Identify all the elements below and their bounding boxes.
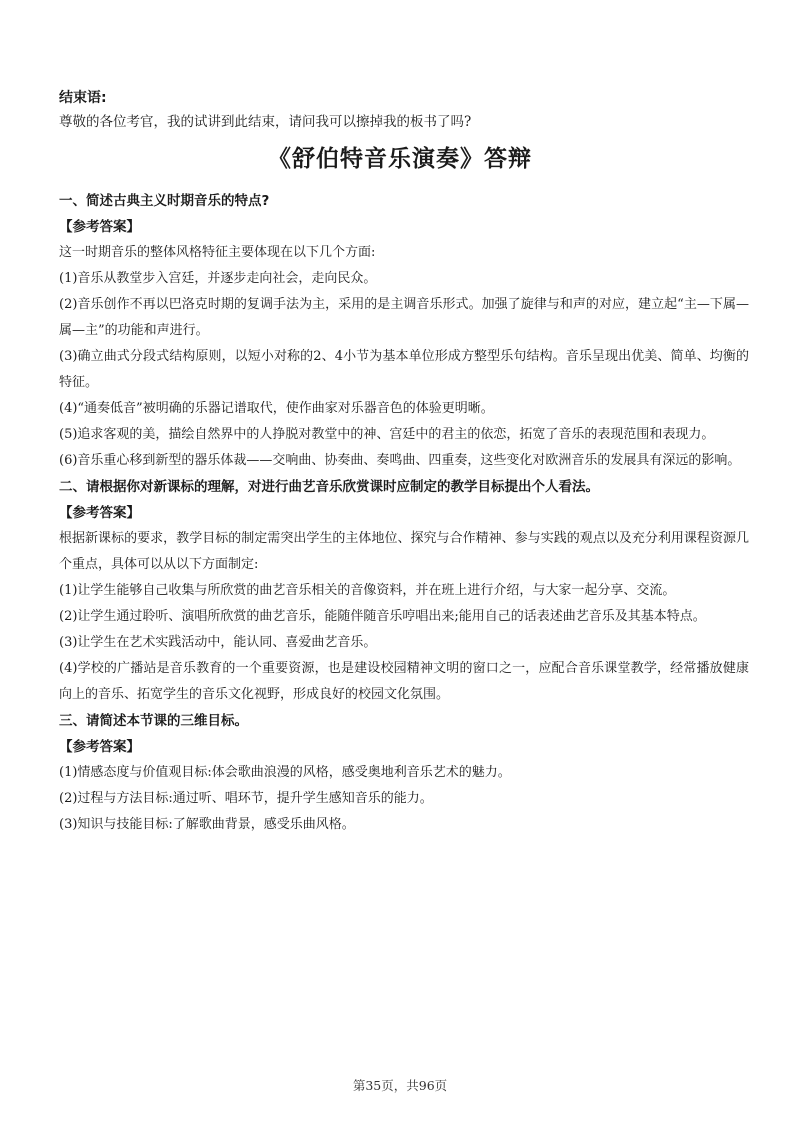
- answer-1-paragraph: (3)确立曲式分段式结构原则，以短小对称的2、4小节为基本单位形成方整型乐句结构。音乐呈现出优美、简单、均衡的特征。: [59, 349, 749, 390]
- answer-2-paragraph: (3)让学生在艺术实践活动中，能认同、喜爱曲艺音乐。: [59, 635, 377, 650]
- page-title: 《舒伯特音乐演奏》答辩: [268, 146, 532, 172]
- ending-text: 尊敬的各位考官，我的试讲到此结束，请问我可以擦掉我的板书了吗?: [59, 114, 472, 130]
- answer-label-3: 【参考答案】: [59, 739, 140, 755]
- answer-1-paragraph: (6)音乐重心移到新型的器乐体裁——交响曲、协奏曲、奏鸣曲、四重奏，这些变化对欧洲音乐的发展具有深远的影响。: [59, 453, 741, 468]
- page-number: 第35页，共96页: [352, 1078, 448, 1093]
- answer-2-paragraph: (1)让学生能够自己收集与所欣赏的曲艺音乐相关的音像资料，并在班上进行介绍，与大家一起分享、交流。: [59, 583, 676, 598]
- question-2: 二、请根据你对新课标的理解，对进行曲艺音乐欣赏课时应制定的教学目标提出个人看法。: [59, 479, 599, 495]
- answer-1-paragraph: (1)音乐从教堂步入宫廷，并逐步走向社会，走向民众。: [59, 271, 377, 286]
- answer-2-paragraph: 根据新课标的要求，教学目标的制定需突出学生的主体地位、探究与合作精神、参与实践的观点以及充分利用课程资源几个重点，具体可以从以下方面制定:: [59, 531, 749, 572]
- answer-2-paragraph: (2)让学生通过聆听、演唱所欣赏的曲艺音乐，能随伴随音乐哼唱出来;能用自己的话表述曲艺音乐及其基本特点。: [59, 609, 706, 624]
- qa-content: [59, 188, 749, 838]
- answer-1-paragraph: (2)音乐创作不再以巴洛克时期的复调手法为主，采用的是主调音乐形式。加强了旋律与和声的对应，建立起“主—下属—属—主”的功能和声进行。: [59, 297, 749, 338]
- question-1: 一、简述古典主义时期音乐的特点?: [59, 193, 270, 209]
- answer-1-paragraph: 这一时期音乐的整体风格特征主要体现在以下几个方面:: [59, 245, 376, 260]
- ending-section: [59, 86, 749, 134]
- answer-3-paragraph: (1)情感态度与价值观目标:体会歌曲浪漫的风格，感受奥地利音乐艺术的魅力。: [59, 765, 511, 780]
- answer-1-paragraph: (4)“通奏低音”被明确的乐器记谱取代，使作曲家对乐器音色的体验更明晰。: [59, 401, 494, 416]
- answer-3-paragraph: (2)过程与方法目标:通过听、唱环节，提升学生感知音乐的能力。: [59, 791, 433, 806]
- answer-3-paragraph: (3)知识与技能目标:了解歌曲背景，感受乐曲风格。: [59, 817, 355, 832]
- answer-2-paragraph: (4)学校的广播站是音乐教育的一个重要资源，也是建设校园精神文明的窗口之一，应配合音乐课堂教学，经常播放健康向上的音乐、拓宽学生的音乐文化视野，形成良好的校园文化氛围。: [59, 661, 749, 702]
- answer-label-1: 【参考答案】: [59, 219, 140, 235]
- answer-1-paragraph: (5)追求客观的美，描绘自然界中的人挣脱对教堂中的神、宫廷中的君主的依恋，拓宽了音乐的表现范围和表现力。: [59, 427, 715, 442]
- ending-label: 结束语:: [59, 90, 107, 106]
- answer-label-2: 【参考答案】: [59, 505, 140, 521]
- question-3: 三、请简述本节课的三维目标。: [59, 713, 248, 729]
